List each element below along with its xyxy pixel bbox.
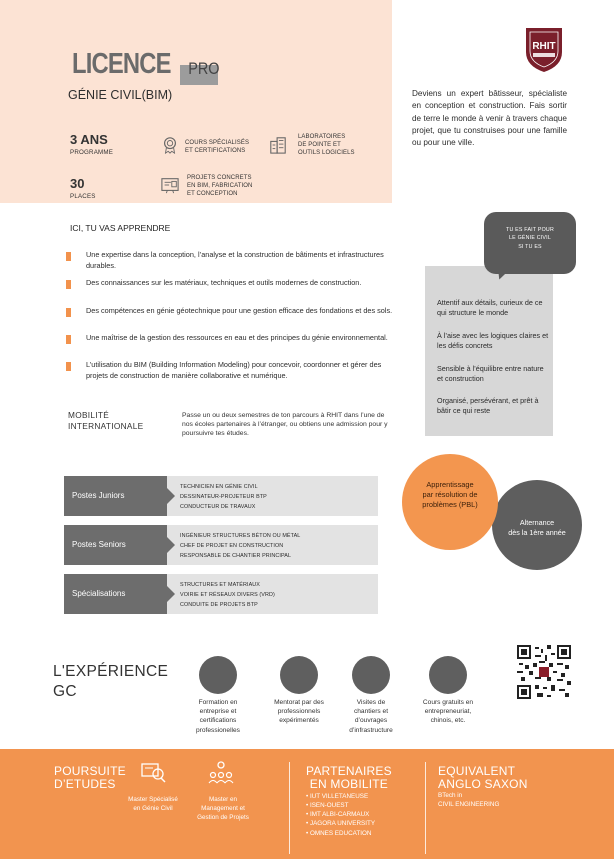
- study-icon: [140, 760, 166, 789]
- program-subtitle: GÉNIE CIVIL(BIM): [68, 88, 173, 102]
- career-item: VOIRIE ET RÉSEAUX DIVERS (VRD): [180, 592, 275, 598]
- stat-places: [70, 176, 96, 200]
- profile-bubble: TU ES FAIT POUR LE GÉNIE CIVIL SI TU ES: [484, 212, 576, 274]
- career-row-juniors: [64, 476, 378, 516]
- footer-equivalent-title: EQUIVALENT ANGLO SAXON: [438, 764, 528, 792]
- header-background: [0, 0, 392, 203]
- learn-item-text: L’utilisation du BIM (Building Information Modeling) pour concevoir, coordonner et gérer des projets de construction de manière collaborative et numérique.: [86, 360, 382, 380]
- footer-partners-list: [306, 792, 375, 838]
- program-title: [72, 50, 227, 79]
- career-item: CONDUITE DE PROJETS BTP: [180, 602, 258, 608]
- footer-divider: [289, 762, 290, 854]
- partner-item: • OMNES EDUCATION: [306, 829, 372, 837]
- experience-item: Mentorat par des professionnels expérimentés: [274, 699, 324, 725]
- qr-code: [517, 645, 571, 699]
- intro-paragraph: Deviens un expert bâtisseur, spécialiste en conception et construction. Fais sortir de terre le monde à venir à travers chaque projet, que tu construises pour une famille ou pour une ville.: [412, 89, 567, 148]
- partner-item: • IUT VILLETANEUSE: [306, 793, 369, 800]
- career-item: CHEF DE PROJET EN CONSTRUCTION: [180, 543, 284, 549]
- title-licence: LICENCE: [72, 48, 171, 80]
- experience-dot: [429, 656, 467, 694]
- profile-trait: Attentif aux détails, curieux de ce qui structure le monde: [437, 298, 543, 317]
- team-icon: [208, 760, 234, 789]
- feature-projects: PROJETS CONCRETS EN BIM, FABRICATION ET CONCEPTION: [187, 175, 253, 198]
- footer-study-item: Master en Management et Gestion de Projets: [197, 796, 249, 821]
- building-icon: [268, 136, 288, 159]
- learn-item-text: Des connaissances sur les matériaux, techniques et outils modernes de construction.: [86, 278, 362, 287]
- career-item: TECHNICIEN EN GÉNIE CIVIL: [180, 484, 258, 490]
- profile-trait: À l’aise avec les logiques claires et les défis concrets: [437, 331, 549, 350]
- experience-item: Visites de chantiers et d’ouvrages d’infrastructure: [349, 699, 393, 734]
- mobility-heading: MOBILITÉ INTERNATIONALE: [68, 410, 144, 431]
- learn-item: [66, 360, 396, 381]
- career-row-label: Spécialisations: [64, 574, 167, 614]
- stat-duration-value: 3 ANS: [70, 132, 108, 147]
- stat-places-label: PLACES: [70, 193, 96, 200]
- career-row-list: [167, 476, 378, 516]
- certificate-icon: [160, 136, 180, 159]
- learn-item: [66, 306, 396, 317]
- feature-courses: COURS SPÉCIALISÉS ET CERTIFICATIONS: [185, 140, 250, 155]
- learn-item: [66, 278, 396, 289]
- career-item: RESPONSABLE DE CHANTIER PRINCIPAL: [180, 553, 292, 559]
- experience-item: Cours gratuits en entrepreneuriat, chinois, etc.: [422, 699, 474, 725]
- alternance-circle: Alternance dès la 1ère année: [492, 480, 582, 570]
- experience-dot: [280, 656, 318, 694]
- experience-dot: [199, 656, 237, 694]
- career-row-label: Postes Juniors: [64, 476, 167, 516]
- feature-labs: LABORATOIRES DE POINTE ET OUTILS LOGICIELS: [298, 134, 355, 157]
- stat-places-value: 30: [70, 176, 85, 191]
- learn-item-text: Des compétences en génie géotechnique pour une gestion efficace des fondations et des sols.: [86, 306, 393, 315]
- school-logo: [522, 24, 566, 74]
- partner-item: • ISEN-OUEST: [306, 802, 349, 810]
- career-row-label: Postes Seniors: [64, 525, 167, 565]
- profile-trait: Organisé, persévérant, et prêt à bâtir ce qui reste: [437, 396, 539, 415]
- career-item: DESSINATEUR-PROJETEUR BTP: [180, 494, 267, 500]
- footer-divider: [425, 762, 426, 854]
- footer-partners-title: PARTENAIRES EN MOBILITE: [306, 764, 392, 792]
- experience-item: Formation en entreprise et certifications professionelles: [196, 699, 240, 734]
- partner-item: • IMT ALBI-CARMAUX: [306, 811, 370, 819]
- learn-item-text: Une expertise dans la conception, l’analyse et la construction de bâtiments et infrastructures durables.: [86, 250, 384, 270]
- learn-heading: ICI, TU VAS APPRENDRE: [70, 223, 171, 233]
- experience-heading: L'EXPÉRIENCE GC: [53, 663, 169, 701]
- footer-equivalent-sub: BTech in CIVIL ENGINEERING: [438, 792, 500, 808]
- learn-item: [66, 333, 396, 344]
- career-row-specialisations: [64, 574, 378, 614]
- profile-trait: Sensible à l’équilibre entre nature et construction: [437, 364, 544, 383]
- stat-duration: [70, 132, 113, 156]
- title-pro-badge: [178, 60, 227, 79]
- title-pro: PRO: [188, 59, 220, 78]
- experience-dot: [352, 656, 390, 694]
- career-row-list: [167, 525, 378, 565]
- career-item: STRUCTURES ET MATÉRIAUX: [180, 582, 260, 588]
- pbl-circle: Apprentissage par résolution de problèmes (PBL): [402, 454, 498, 550]
- learn-item-text: Une maîtrise de la gestion des ressources en eau et des principes du génie environnemental.: [86, 333, 388, 342]
- footer-study-item: Master Spécialisé en Génie Civil: [128, 796, 178, 812]
- partner-item: • JAGORA UNIVERSITY: [306, 820, 376, 828]
- learn-item: [66, 250, 396, 271]
- svg-text:RHIT: RHIT: [532, 41, 556, 52]
- footer-studies-title: POURSUITE D’ETUDES: [54, 764, 126, 792]
- career-row-seniors: [64, 525, 378, 565]
- stat-duration-label: PROGRAMME: [70, 149, 114, 156]
- career-row-list: [167, 574, 378, 614]
- mobility-text: Passe un ou deux semestres de ton parcours à RHIT dans l’une de nos écoles partenaires à l’étranger, ou obtiens une admission pour y poursuivre tes études.: [182, 412, 388, 438]
- career-item: CONDUCTEUR DE TRAVAUX: [180, 504, 256, 510]
- career-item: INGÉNIEUR STRUCTURES BÉTON OU MÉTAL: [180, 533, 301, 539]
- blueprint-icon: [160, 176, 180, 199]
